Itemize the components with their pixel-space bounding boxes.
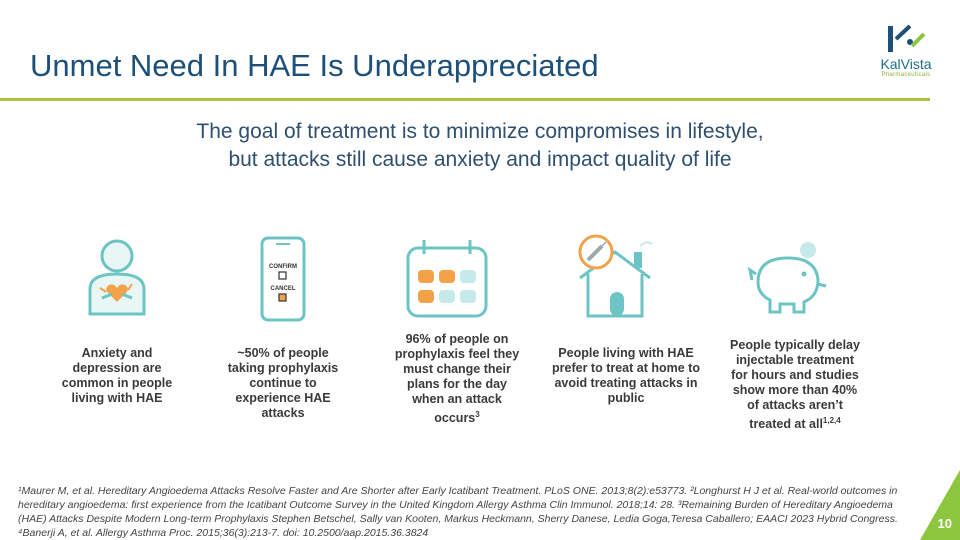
title-divider [0, 98, 930, 101]
subtitle-line-2: but attacks still cause anxiety and impact quality of life [228, 148, 732, 171]
logo-subtitle: Pharmaceuticals [881, 72, 931, 78]
phone-confirm-cancel-icon [238, 234, 328, 324]
subtitle-line-1: The goal of treatment is to minimize compromises in lifestyle, [196, 120, 764, 143]
caption-treat-home: People living with HAE prefer to treat at home to avoid treating attacks in public [552, 346, 700, 405]
caption-prophylaxis-attacks: ~50% of people taking prophylaxis continue to experience HAE attacks [227, 346, 339, 420]
piggy-bank-icon [742, 234, 832, 324]
person-anxiety-icon [72, 234, 162, 324]
house-syringe-icon [570, 234, 660, 324]
slide-title: Unmet Need In HAE Is Underappreciated [30, 48, 599, 83]
caption-change-plans: 96% of people on prophylaxis feel they must change their plans for the day when an attack occurs$^3$ [394, 332, 520, 426]
calendar-icon [402, 234, 492, 324]
cancel-label: CANCEL [270, 286, 296, 292]
kalvista-mark-icon [866, 20, 946, 56]
confirm-label: CONFIRM [269, 264, 297, 270]
page-number: 10 [937, 516, 952, 531]
caption-delay-treatment: People typically delay injectable treatment for hours and studies show more than 40% of attacks aren’t treated at all$^{1,2,4}$ [730, 338, 860, 432]
kalvista-logo [866, 20, 946, 84]
references: ¹Maurer M, et al. Hereditary Angioedema Attacks Resolve Faster and Are Shorter after Early Icatibant Treatment. PLoS ONE. 2013;8(2):e53773. ²Longhurst H J et al. Real-world outcomes in hereditary angioedema: first experience from the Icatibant Outcome Survey in the United Kingdom Allergy Asthma Clin Immunol. 2018;14: 28. ³Remaining Burden of Hereditary Angioedema (HAE) Attacks Despite Modern Long-term Prophylaxis Stephen Betschel, Sally van Kooten, Markus Heckmann, Sherry Danese, Ledia Goga,Teresa Caballero; EAACI 2023 Hybrid Congress. ⁴Banerji A, et al. Allergy Asthma Proc. 2015;36(3):213-7. doi: 10.2500/aap.2015.36.3824 [18, 485, 898, 539]
logo-name: KalVista [880, 56, 932, 72]
caption-anxiety: Anxiety and depression are common in people living with HAE [61, 346, 173, 405]
